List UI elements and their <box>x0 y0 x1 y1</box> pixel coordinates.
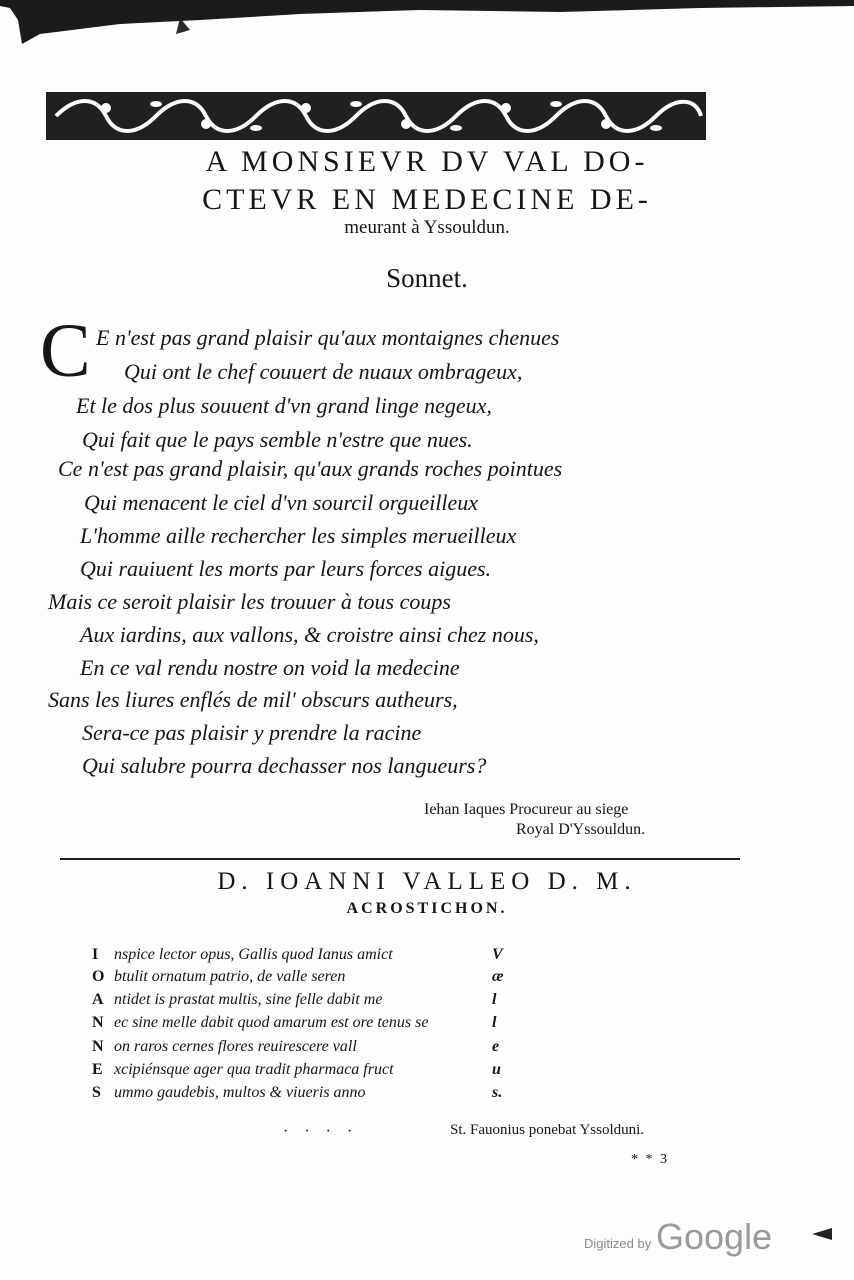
acrostic-text: on raros cernes flores reuirescere vall <box>114 1038 357 1055</box>
acrostic-end-letter: s. <box>492 1084 503 1101</box>
acrostic-text: xcipiénsque ager qua tradit pharmaca fruct <box>114 1061 394 1078</box>
acrostic-initial: S <box>92 1084 101 1101</box>
acrostic-row <box>92 1014 428 1036</box>
sonnet-line-14: Qui salubre pourra dechasser nos langueurs? <box>82 753 487 778</box>
leader-dots: · · · · <box>283 1123 359 1140</box>
acrostic-text: btulit ornatum patrio, de valle seren <box>114 968 346 985</box>
printer-credit: St. Fauonius ponebat Yssolduni. <box>450 1122 645 1138</box>
acrostic-end-letter: l <box>492 1014 497 1031</box>
acrostic-end-letter: e <box>492 1038 500 1055</box>
acrostic-text: nspice lector opus, Gallis quod Ianus amict <box>114 946 393 963</box>
signature-line1: Iehan Iaques Procureur au siege <box>424 801 629 818</box>
acrostic-subtitle: ACROSTICHON. <box>346 900 508 917</box>
acrostic-initial: A <box>92 991 104 1008</box>
dedication-heading-line3: meurant à Yssouldun. <box>344 217 510 238</box>
drop-cap: C <box>40 309 91 393</box>
acrostic-text: ummo gaudebis, multos & viueris anno <box>114 1084 366 1101</box>
acrostic-row <box>92 1038 357 1060</box>
section-divider <box>60 858 740 860</box>
acrostic-initial: N <box>92 1038 104 1055</box>
acrostic-end-letter: u <box>492 1061 501 1078</box>
sonnet-line-3: Et le dos plus souuent d'vn grand linge negeux, <box>76 393 492 418</box>
acrostic-text: ntidet is prastat multis, sine felle dabit me <box>114 991 383 1008</box>
sonnet-line-6: Qui menacent le ciel d'vn sourcil orgueilleux <box>84 490 479 515</box>
sonnet-line-9: Mais ce seroit plaisir les trouuer à tous coups <box>48 589 451 614</box>
acrostic-initial: O <box>92 968 105 985</box>
acrostic-title: D. IOANNI VALLEO D. M. <box>217 868 637 895</box>
acrostic-end-letter: æ <box>492 968 504 985</box>
acrostic-row <box>92 946 393 968</box>
sonnet-line-4: Qui fait que le pays semble n'estre que nues. <box>82 427 473 452</box>
signature-line2: Royal D'Yssouldun. <box>516 821 646 838</box>
signature-mark: * * 3 <box>631 1152 669 1167</box>
acrostic-row <box>92 1061 394 1083</box>
google-watermark: Google <box>656 1216 773 1257</box>
sonnet-line-7: L'homme aille rechercher les simples merueilleux <box>80 523 517 548</box>
sonnet-title: Sonnet. <box>386 263 468 293</box>
acrostic-row <box>92 1084 366 1106</box>
dedication-heading-line2: CTEVR EN MEDECINE DE- <box>202 183 652 216</box>
sonnet-line-8: Qui rauiuent les morts par leurs forces aigues. <box>80 556 492 581</box>
sonnet-line-1: E n'est pas grand plaisir qu'aux montaignes chenues <box>96 325 560 350</box>
torn-page-edge <box>0 0 854 60</box>
ornament-band <box>46 88 706 144</box>
page-corner-mark <box>812 1228 832 1240</box>
acrostic-text: ec sine melle dabit quod amarum est ore tenus se <box>114 1014 429 1031</box>
dedication-heading-line1: A MONSIEVR DV VAL DO- <box>205 145 649 178</box>
acrostic-initial: I <box>92 946 99 963</box>
acrostic-initial: N <box>92 1014 104 1031</box>
acrostic-end-letter: V <box>492 946 503 963</box>
digitized-by-label: Digitized by <box>584 1236 652 1251</box>
sonnet-signature <box>424 800 645 840</box>
acrostic-row <box>92 991 382 1013</box>
sonnet-line-5: Ce n'est pas grand plaisir, qu'aux grands roches pointues <box>58 456 563 481</box>
sonnet-line-2: Qui ont le chef couuert de nuaux ombrageux, <box>124 359 523 384</box>
acrostic-initial: E <box>92 1061 103 1078</box>
sonnet-line-11: En ce val rendu nostre on void la medecine <box>80 655 460 680</box>
sonnet-line-10: Aux iardins, aux vallons, & croistre ainsi chez nous, <box>80 622 539 647</box>
acrostic-end-letter: l <box>492 991 497 1008</box>
sonnet-line-13: Sera-ce pas plaisir y prendre la racine <box>82 720 422 745</box>
sonnet-line-12: Sans les liures enflés de mil' obscurs autheurs, <box>48 687 458 712</box>
acrostic-row <box>92 968 345 990</box>
